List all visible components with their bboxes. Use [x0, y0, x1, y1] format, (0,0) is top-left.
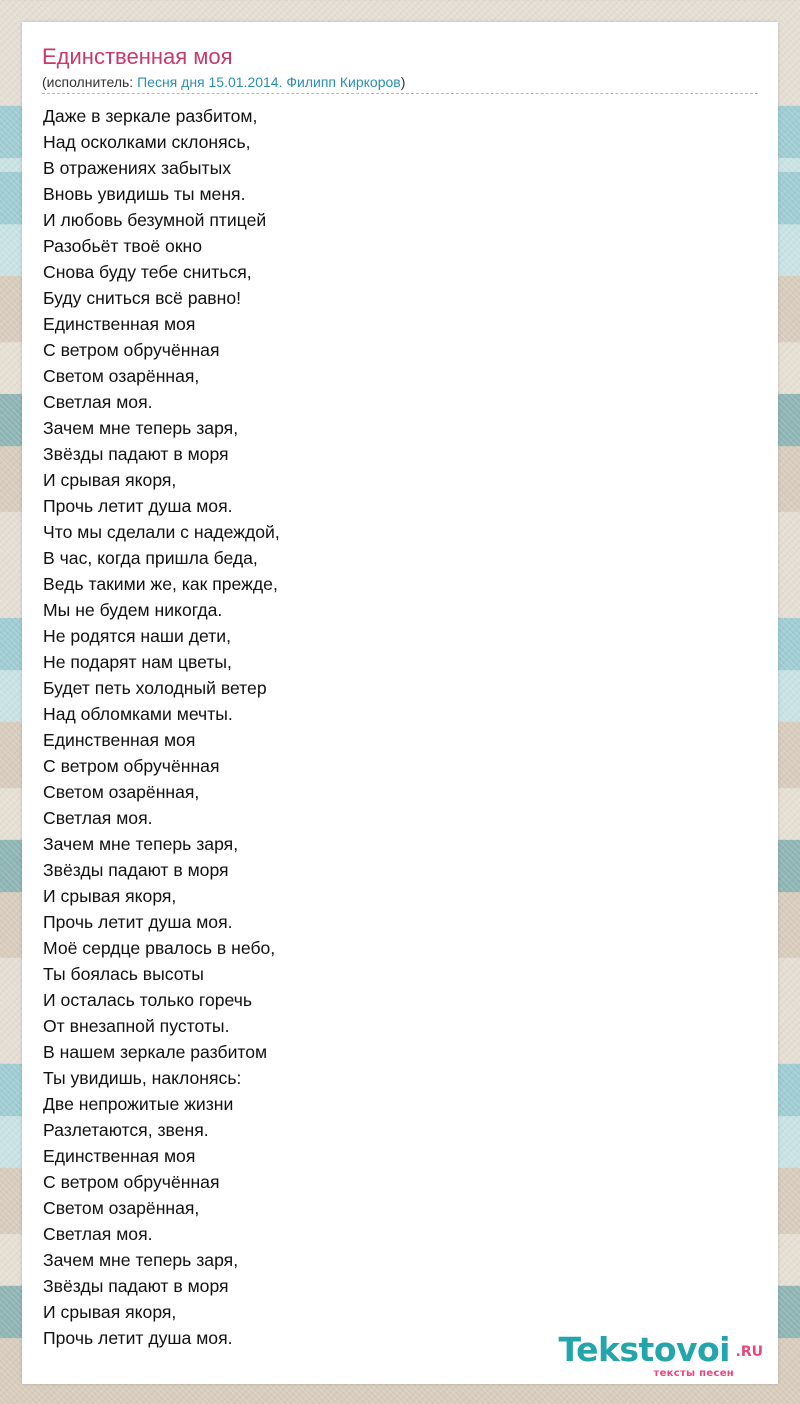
lyric-line: С ветром обручённая: [43, 1172, 220, 1192]
lyric-line: Снова буду тебе сниться,: [43, 262, 252, 282]
lyric-line: С ветром обручённая: [43, 340, 220, 360]
lyric-line: В отражениях забытых: [43, 158, 232, 178]
lyric-line: Моё сердце рвалось в небо,: [43, 938, 276, 958]
lyrics-card: [22, 22, 778, 1384]
lyric-line: Две непрожитые жизни: [43, 1094, 234, 1114]
lyric-line: Вновь увидишь ты меня.: [43, 184, 246, 204]
lyric-line: От внезапной пустоты.: [43, 1016, 230, 1036]
lyric-line: Прочь летит душа моя.: [43, 1328, 233, 1348]
lyric-line: Зачем мне теперь заря,: [43, 1250, 239, 1270]
lyric-line: И осталась только горечь: [43, 990, 253, 1010]
artist-link[interactable]: Песня дня 15.01.2014. Филипп Киркоров: [137, 74, 401, 90]
lyric-line: Зачем мне теперь заря,: [43, 418, 239, 438]
logo-wordmark: Tekstovoi: [558, 1330, 730, 1369]
lyric-line: Ты увидишь, наклонясь:: [43, 1068, 242, 1088]
lyric-line: Зачем мне теперь заря,: [43, 834, 239, 854]
logo-tagline: тексты песен: [653, 1368, 734, 1379]
lyric-line: Светом озарённая,: [43, 366, 200, 386]
lyric-line: Буду сниться всё равно!: [43, 288, 242, 308]
lyric-line: Что мы сделали с надеждой,: [43, 522, 280, 542]
lyric-line: Прочь летит душа моя.: [43, 912, 233, 932]
lyric-line: Светлая моя.: [43, 392, 153, 412]
lyric-line: Будет петь холодный ветер: [43, 678, 267, 698]
lyric-line: И срывая якоря,: [43, 470, 177, 490]
lyric-line: Разлетаются, звеня.: [43, 1120, 209, 1140]
lyric-line: Не родятся наши дети,: [43, 626, 231, 646]
lyric-line: И срывая якоря,: [43, 1302, 177, 1322]
artist-suffix: ): [400, 74, 406, 90]
lyric-line: Светом озарённая,: [43, 1198, 200, 1218]
artist-line: [42, 73, 758, 94]
lyrics-text: [43, 103, 280, 1351]
lyric-line: Разобьёт твоё окно: [43, 236, 203, 256]
lyric-line: Даже в зеркале разбитом,: [43, 106, 258, 126]
logo-tld: .RU: [735, 1344, 763, 1360]
lyric-line: Звёзды падают в моря: [43, 1276, 229, 1296]
lyric-line: Единственная моя: [43, 1146, 196, 1166]
lyric-line: Над осколками склонясь,: [43, 132, 251, 152]
song-title: Единственная моя: [42, 44, 233, 69]
lyric-line: Над обломками мечты.: [43, 704, 233, 724]
lyric-line: Ты боялась высоты: [43, 964, 204, 984]
lyric-line: В час, когда пришла беда,: [43, 548, 258, 568]
lyric-line: И срывая якоря,: [43, 886, 177, 906]
lyric-line: Светлая моя.: [43, 1224, 153, 1244]
site-logo[interactable]: [560, 1330, 770, 1380]
lyric-line: С ветром обручённая: [43, 756, 220, 776]
lyric-line: Звёзды падают в моря: [43, 860, 229, 880]
lyric-line: Светом озарённая,: [43, 782, 200, 802]
lyric-line: И любовь безумной птицей: [43, 210, 267, 230]
lyric-line: Единственная моя: [43, 730, 196, 750]
lyric-line: В нашем зеркале разбитом: [43, 1042, 268, 1062]
lyric-line: Звёзды падают в моря: [43, 444, 229, 464]
artist-prefix: (исполнитель:: [42, 74, 138, 90]
lyric-line: Мы не будем никогда.: [43, 600, 223, 620]
lyric-line: Прочь летит душа моя.: [43, 496, 233, 516]
lyric-line: Ведь такими же, как прежде,: [43, 574, 278, 594]
lyric-line: Единственная моя: [43, 314, 196, 334]
lyric-line: Светлая моя.: [43, 808, 153, 828]
lyric-line: Не подарят нам цветы,: [43, 652, 232, 672]
